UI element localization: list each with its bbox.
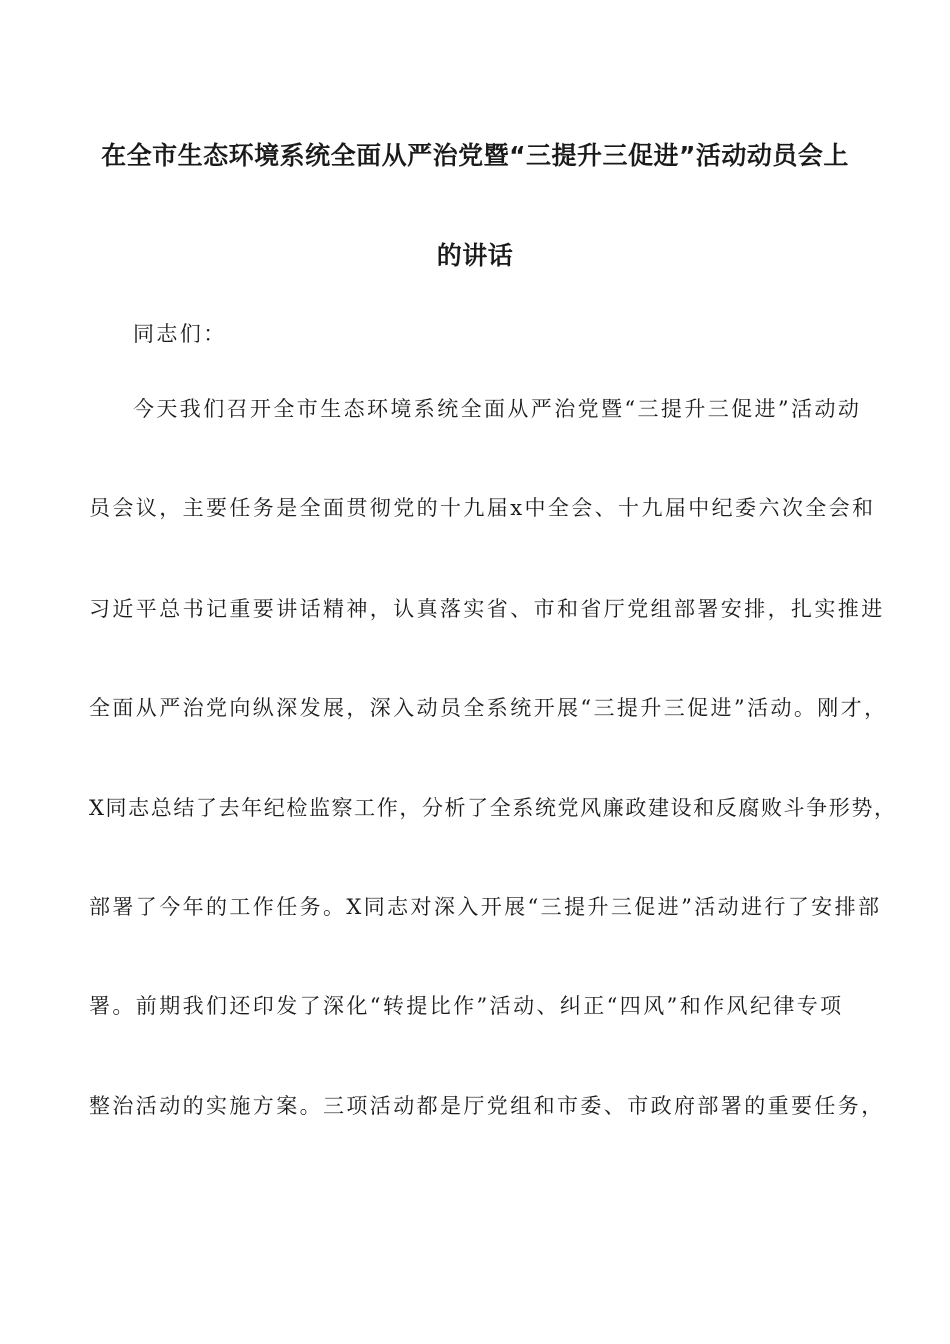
body-line: 全面从严治党向纵深发展，深入动员全系统开展“三提升三促进”活动。刚才， [89, 696, 888, 720]
body-line: 习近平总书记重要讲话精神，认真落实省、市和省厅党组部署安排，扎实推进 [89, 597, 885, 621]
body-line: 今天我们召开全市生态环境系统全面从严治党暨“三提升三促进”活动动 [133, 397, 862, 421]
document-title-line-1: 在全市生态环境系统全面从严治党暨“三提升三促进”活动动员会上 [101, 141, 849, 170]
salutation: 同志们： [133, 322, 227, 346]
body-line: X同志总结了去年纪检监察工作，分析了全系统党风廉政建设和反腐败斗争形势， [89, 796, 897, 820]
body-line: 整治活动的实施方案。三项活动都是厅党组和市委、市政府部署的重要任务， [89, 1094, 885, 1118]
body-line: 署。前期我们还印发了深化“转提比作”活动、纠正“四风”和作风纪律专项 [89, 994, 844, 1018]
body-line: 员会议，主要任务是全面贯彻党的十九届x中全会、十九届中纪委六次全会和 [89, 496, 876, 520]
document-title-line-2: 的讲话 [436, 241, 514, 270]
body-line: 部署了今年的工作任务。X同志对深入开展“三提升三促进”活动进行了安排部 [89, 895, 882, 919]
